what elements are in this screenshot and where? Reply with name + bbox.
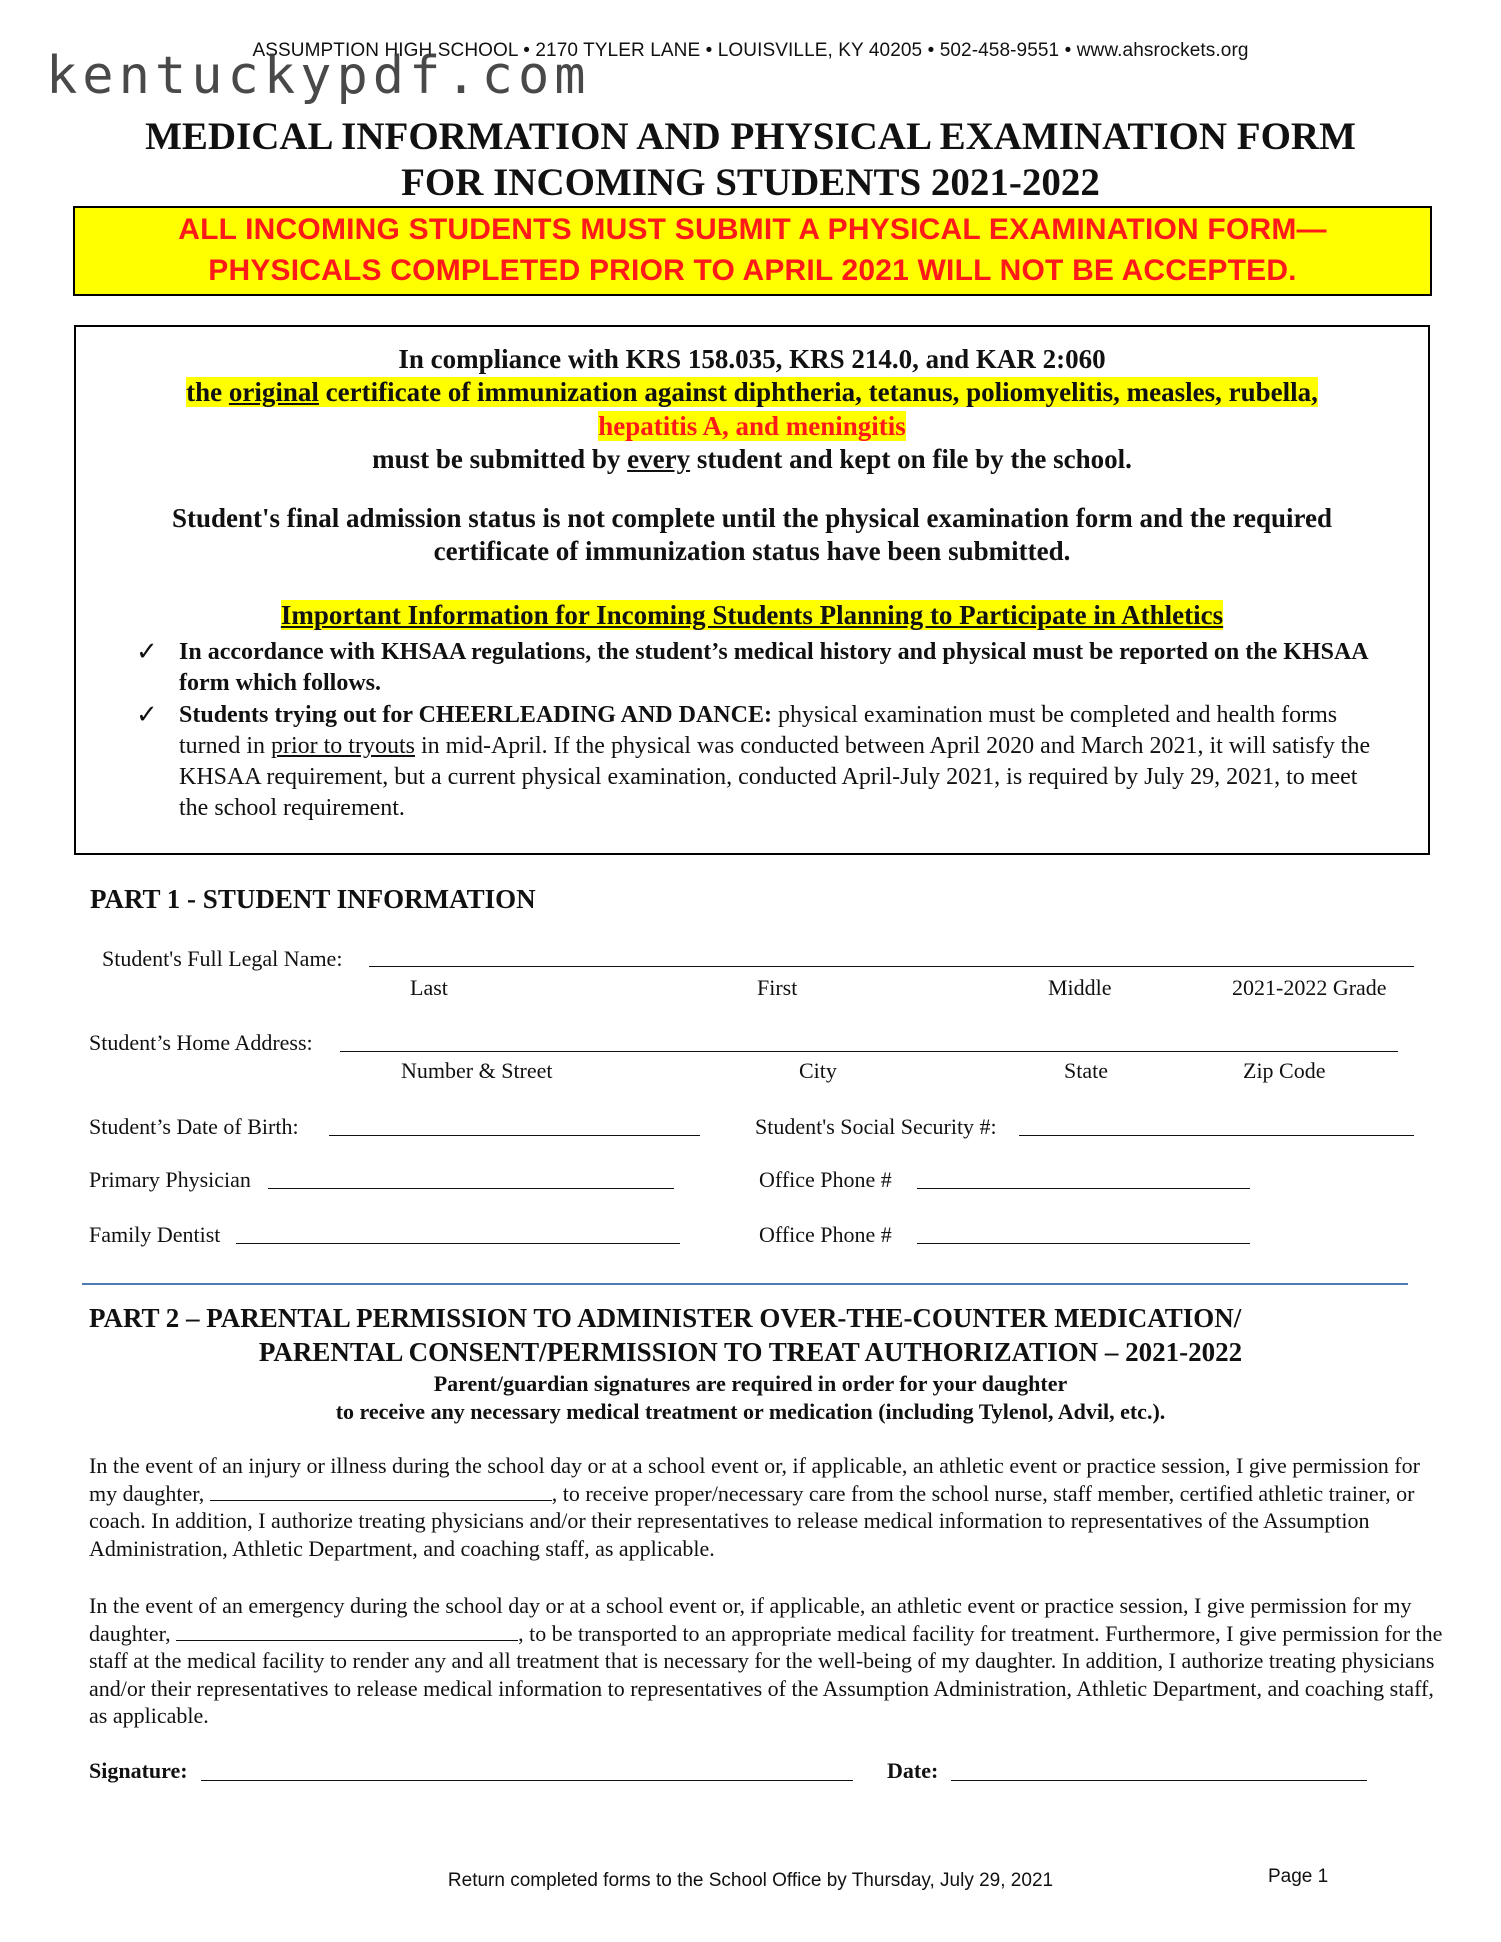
physician-phone-field[interactable] bbox=[917, 1188, 1250, 1189]
daughter-name-field-2[interactable] bbox=[176, 1622, 518, 1641]
text: certificate of immunization against diphtheria, tetanus, poliomyelitis, measles, rubella, bbox=[318, 377, 1318, 407]
khsaa-bullet-text: In accordance with KHSAA regulations, the student’s medical history and physical must be reported on the KHSAA form which follows. bbox=[179, 639, 1368, 696]
original-emphasis: original bbox=[228, 377, 319, 407]
immunization-hepatitis-line bbox=[76, 411, 1428, 442]
physical-exam-alert-box bbox=[73, 206, 1432, 296]
cheer-dance-lead: Students trying out for CHEERLEADING AND DANCE: bbox=[179, 702, 772, 728]
page-number: Page 1 bbox=[1268, 1866, 1329, 1887]
family-dentist-field[interactable] bbox=[236, 1243, 680, 1244]
physician-phone-label: Office Phone # bbox=[759, 1167, 892, 1192]
dentist-phone-field[interactable] bbox=[917, 1243, 1250, 1244]
last-name-sublabel: Last bbox=[410, 975, 448, 1000]
full-name-label: Student's Full Legal Name: bbox=[102, 946, 343, 971]
state-sublabel: State bbox=[1064, 1058, 1108, 1083]
check-icon: ✓ bbox=[136, 637, 158, 667]
dentist-phone-label: Office Phone # bbox=[759, 1222, 892, 1247]
text: In the event of an emergency during the school day or at a school event or, if applicable, an athletic event or practice session, I give permission for my daughter, bbox=[89, 1593, 1412, 1646]
signature-field[interactable] bbox=[201, 1780, 853, 1781]
text: the bbox=[186, 377, 229, 407]
date-field[interactable] bbox=[951, 1780, 1367, 1781]
submission-line bbox=[76, 444, 1428, 475]
athletics-heading-text: Important Information for Incoming Students Planning to Participate in Athletics bbox=[280, 600, 1224, 630]
dob-label: Student’s Date of Birth: bbox=[89, 1114, 299, 1139]
athletics-heading bbox=[76, 600, 1428, 631]
emergency-permission-paragraph bbox=[89, 1592, 1449, 1730]
form-title-line1: MEDICAL INFORMATION AND PHYSICAL EXAMINATION FORM bbox=[145, 115, 1356, 158]
text: , to be transported to an appropriate medical facility for treatment. Furthermore, I give permission for the staff at the medical facility to render any and all treatment that is necessary for the well-being of my daughter. In addition, I authorize treating physicians and/or their representatives to release medical information to representatives of the Assumption Administration, Athletic Department, and coaching staff, as applicable. bbox=[89, 1620, 1443, 1728]
hepatitis-meningitis-text: hepatitis A, and meningitis bbox=[598, 411, 906, 441]
home-address-label: Student’s Home Address: bbox=[89, 1030, 313, 1055]
prior-to-tryouts: prior to tryouts bbox=[270, 733, 415, 759]
compliance-box bbox=[74, 325, 1430, 855]
part2-heading-line1: PART 2 – PARENTAL PERMISSION TO ADMINISTER OVER-THE-COUNTER MEDICATION/ bbox=[89, 1303, 1242, 1333]
city-sublabel: City bbox=[799, 1058, 837, 1083]
check-icon: ✓ bbox=[136, 700, 158, 730]
ssn-label: Student's Social Security #: bbox=[755, 1114, 997, 1139]
text: must be submitted by bbox=[372, 444, 628, 474]
zip-sublabel: Zip Code bbox=[1243, 1058, 1326, 1083]
middle-name-sublabel: Middle bbox=[1048, 975, 1112, 1000]
immunization-line bbox=[76, 377, 1428, 408]
alert-line1: ALL INCOMING STUDENTS MUST SUBMIT A PHYSICAL EXAMINATION FORM— bbox=[178, 213, 1327, 246]
primary-physician-label: Primary Physician bbox=[89, 1167, 251, 1192]
part1-heading: PART 1 - STUDENT INFORMATION bbox=[90, 884, 536, 914]
part2-subheading-line1: Parent/guardian signatures are required in order for your daughter bbox=[433, 1371, 1068, 1396]
part2-subheading-line2: to receive any necessary medical treatment or medication (including Tylenol, Advil, etc.). bbox=[335, 1399, 1166, 1424]
otc-permission-paragraph bbox=[89, 1452, 1449, 1562]
signature-label: Signature: bbox=[89, 1758, 188, 1783]
family-dentist-label: Family Dentist bbox=[89, 1222, 221, 1247]
part2-heading-line2: PARENTAL CONSENT/PERMISSION TO TREAT AUTHORIZATION – 2021-2022 bbox=[258, 1337, 1243, 1367]
compliance-statement: In compliance with KRS 158.035, KRS 214.0, and KAR 2:060 bbox=[398, 344, 1106, 374]
primary-physician-field[interactable] bbox=[268, 1188, 674, 1189]
admission-status-line2: certificate of immunization status have been submitted. bbox=[433, 536, 1071, 566]
form-title-line2: FOR INCOMING STUDENTS 2021-2022 bbox=[401, 161, 1100, 204]
full-name-field[interactable] bbox=[369, 966, 1414, 967]
text: In the event of an injury or illness during the school day or at a school event or, if applicable, an athletic event or practice session, I give permission for my daughter, bbox=[89, 1453, 1420, 1506]
cheer-dance-bullet-text bbox=[179, 700, 1379, 824]
text: , to receive proper/necessary care from the school nurse, staff member, certified athletic trainer, or coach. In addition, I authorize treating physicians and/or their representatives to release medical information to representatives of the Assumption Administration, Athletic Department, and coaching staff, as applicable. bbox=[89, 1480, 1415, 1561]
alert-line2: PHYSICALS COMPLETED PRIOR TO APRIL 2021 WILL NOT BE ACCEPTED. bbox=[208, 254, 1297, 287]
text: physical examination must be completed and health forms turned in bbox=[179, 702, 1338, 759]
admission-status-line1: Student's final admission status is not complete until the physical examination form and the required bbox=[171, 503, 1333, 533]
ssn-field[interactable] bbox=[1019, 1135, 1414, 1136]
text: student and kept on file by the school. bbox=[690, 444, 1132, 474]
return-instructions: Return completed forms to the School Office by Thursday, July 29, 2021 bbox=[447, 1870, 1054, 1891]
school-address-header: ASSUMPTION HIGH SCHOOL • 2170 TYLER LANE • LOUISVILLE, KY 40205 • 502-458-9551 • www.ahsrockets.org bbox=[252, 40, 1249, 61]
text: in mid-April. If the physical was conducted between April 2020 and March 2021, it will satisfy the KHSAA requirement, but a current physical examination, conducted April-July 2021, is required by July 29, 2021, to meet the school requirement. bbox=[179, 733, 1371, 821]
every-emphasis: every bbox=[627, 444, 691, 474]
watermark: kentuckypdf.com bbox=[46, 46, 591, 106]
first-name-sublabel: First bbox=[757, 975, 798, 1000]
dob-field[interactable] bbox=[329, 1135, 700, 1136]
grade-sublabel: 2021-2022 Grade bbox=[1232, 975, 1387, 1000]
date-label: Date: bbox=[887, 1758, 939, 1783]
section-divider bbox=[82, 1283, 1408, 1285]
daughter-name-field-1[interactable] bbox=[210, 1482, 552, 1501]
street-sublabel: Number & Street bbox=[401, 1058, 553, 1083]
home-address-field[interactable] bbox=[340, 1051, 1398, 1052]
